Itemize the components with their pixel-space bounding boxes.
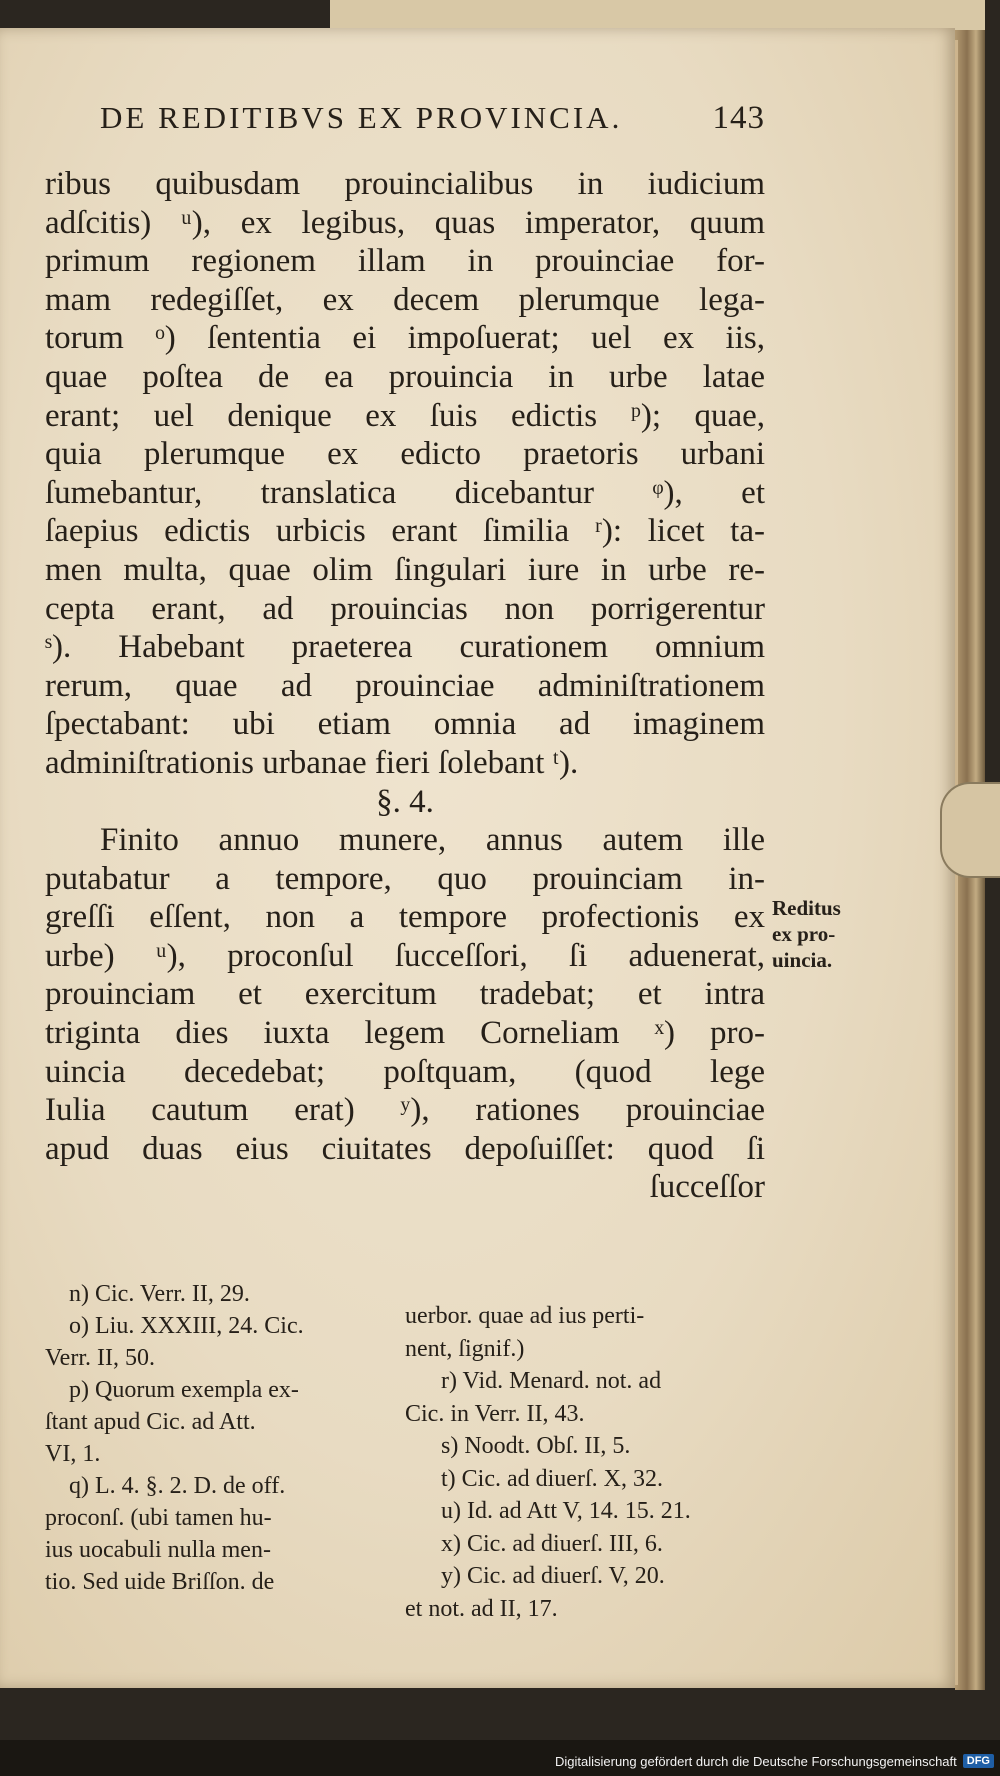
text-line: men multa, quae olim ſingulari iure in urbe re- [45,551,765,588]
footnote-line: q) L. 4. §. 2. D. de off. [69,1473,286,1499]
page-tab-marker [940,782,1000,878]
footnote-line: ius uocabuli nulla men- [45,1537,271,1563]
running-header [100,100,765,150]
footnote-line: Cic. in Verr. II, 43. [405,1400,585,1427]
marginal-line: Reditus [772,896,841,920]
text-line: apud duas eius ciuitates depoſuiſſet: quod ſi [45,1130,765,1167]
section-heading: §. 4. [376,783,434,820]
footnote-line: r) Vid. Menard. not. ad [441,1368,662,1394]
main-text [45,165,765,1207]
dfg-logo: DFG [963,1754,994,1768]
running-title: DE REDITIBVS EX PROVINCIA. [100,100,623,135]
footnote-line: proconſ. (ubi tamen hu- [45,1505,272,1531]
text-line: Iulia cautum erat) ʸ), rationes prouinciae [45,1092,765,1129]
text-line: urbe) ᵘ), proconſul ſucceſſori, ſi aduenerat, [45,937,765,974]
text-line: rerum, quae ad prouinciae adminiſtrationem [45,667,765,704]
footnote-line: nent, ſignif.) [405,1335,525,1362]
text-line: primum regionem illam in prouinciae for- [45,243,765,280]
footnote-line: x) Cic. ad diuerſ. III, 6. [441,1530,663,1557]
page-number: 143 [712,100,765,136]
text-line: ſpectabant: ubi etiam omnia ad imaginem [45,706,765,743]
text-line: adſcitis) ᵘ), ex legibus, quas imperator, quum [45,204,765,241]
text-line: ˢ). Habebant praeterea curationem omnium [45,629,765,666]
text-line: ſaepius edictis urbicis erant ſimilia ʳ): licet ta- [45,513,765,550]
text-line: prouinciam et exercitum tradebat; et intra [45,976,765,1013]
footnote-line: ſtant apud Cic. ad Att. [45,1409,256,1435]
text-line: quae poſtea de ea prouincia in urbe latae [45,358,765,395]
footnote-line: VI, 1. [45,1441,101,1467]
footnote-line: Verr. II, 50. [45,1345,155,1371]
digitization-credit [555,1750,994,1772]
text-line: ribus quibusdam prouincialibus in iudicium [45,166,765,202]
text-line: triginta dies iuxta legem Corneliam ˣ) pro- [45,1015,765,1052]
marginal-line: uincia. [772,948,833,972]
text-line: ſumebantur, translatica dicebantur ᵠ), et [45,474,765,511]
text-line: erant; uel denique ex ſuis edictis ᵖ); quae, [45,397,765,434]
text-line: Finito annuo munere, annus autem ille [100,822,765,859]
footnote-line: et not. ad II, 17. [405,1595,558,1622]
text-line: putabatur a tempore, quo prouinciam in- [45,860,765,897]
text-line: uincia decedebat; poſtquam, (quod lege [45,1053,765,1090]
footnote-line: u) Id. ad Att V, 14. 15. 21. [441,1498,691,1524]
text-line: cepta erant, ad prouincias non porrigerentur [45,590,765,627]
footnotes-right-column [405,1300,765,1625]
credit-text: Digitalisierung gefördert durch die Deutsche Forschungsgemeinschaft [554,1753,957,1769]
footnote-line: tio. Sed uide Briſſon. de [45,1569,275,1595]
text-line: mam redegiſſet, ex decem plerumque lega- [45,281,765,318]
footnotes-left-column [45,1278,390,1598]
text-line: torum ᵒ) ſententia ei impoſuerat; uel ex iis, [45,320,765,357]
catchword: ſucceſſor [649,1169,765,1206]
footnote-line: y) Cic. ad diuerſ. V, 20. [441,1563,665,1589]
footnote-line: uerbor. quae ad ius perti- [405,1303,645,1329]
footnote-line: n) Cic. Verr. II, 29. [69,1281,250,1307]
text-line: quia plerumque ex edicto praetoris urbani [45,436,765,473]
footnote-line: o) Liu. XXXIII, 24. Cic. [69,1313,304,1339]
marginal-note [772,895,862,973]
footnote-line: t) Cic. ad diuerſ. X, 32. [441,1465,663,1492]
text-line: adminiſtrationis urbanae fieri ſolebant ᵗ). [45,744,579,781]
marginal-line: ex pro- [772,922,836,946]
footnote-line: s) Noodt. Obſ. II, 5. [441,1433,631,1459]
footnote-line: p) Quorum exempla ex- [69,1377,299,1403]
text-line: greſſi eſſent, non a tempore profectionis ex [45,899,765,936]
